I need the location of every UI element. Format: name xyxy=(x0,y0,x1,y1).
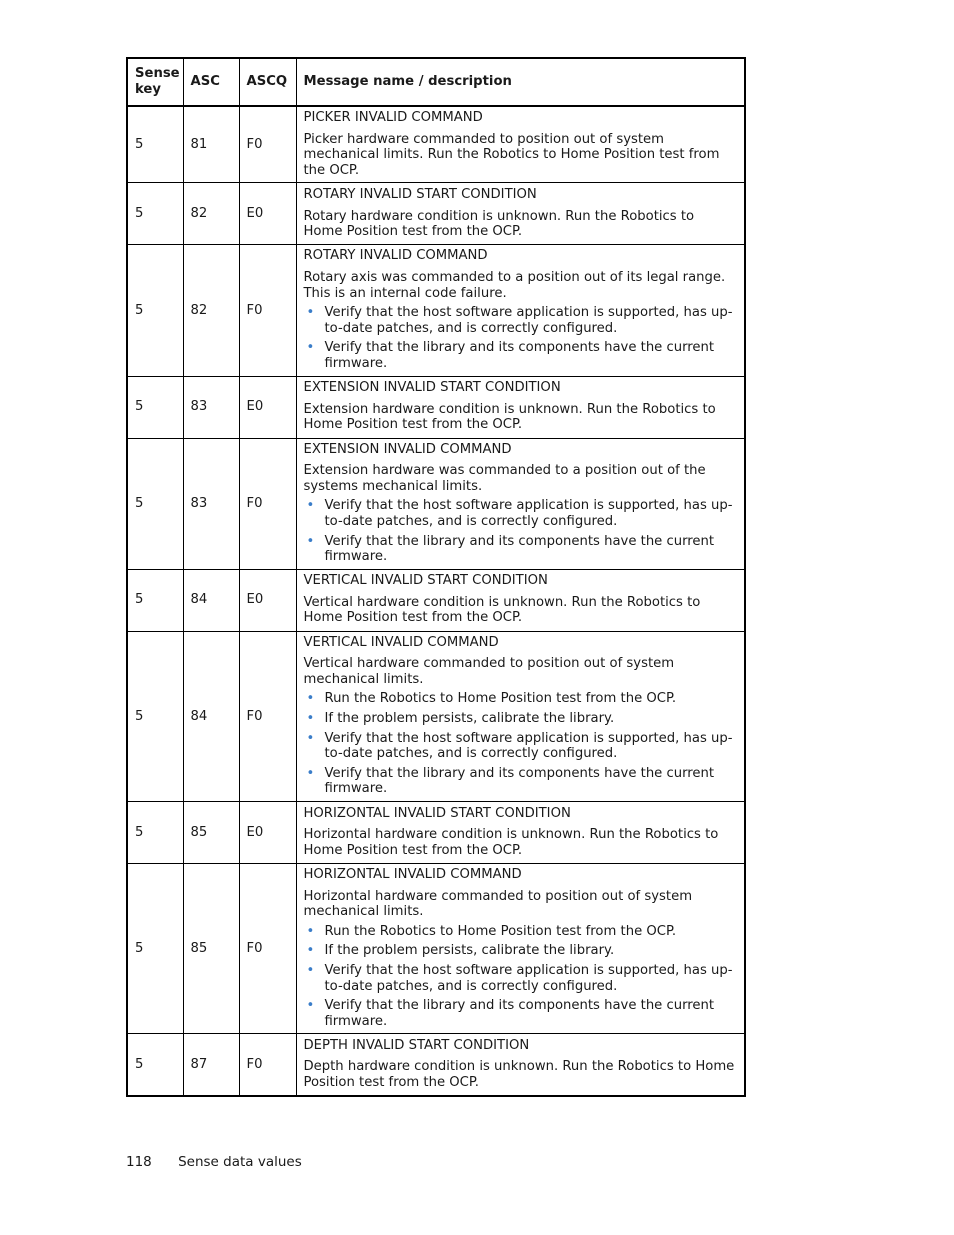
cell-sense-key: 5 xyxy=(127,376,183,438)
cell-description xyxy=(296,569,745,631)
message-description: Horizontal hardware commanded to position out of system mechanical limits. xyxy=(303,888,693,920)
cell-sense-key: 5 xyxy=(127,245,183,376)
cell-description xyxy=(296,183,745,245)
table-row xyxy=(127,631,745,801)
message-description: Horizontal hardware condition is unknown. Run the Robotics to Home Position test from the OCP. xyxy=(303,827,719,858)
message-description: Rotary hardware condition is unknown. Run the Robotics to Home Position test from the OCP. xyxy=(303,208,695,240)
table-body xyxy=(127,106,745,1096)
cell-asc: 82 xyxy=(183,183,239,245)
page-number: 118 xyxy=(126,1154,152,1170)
cell-ascq: F0 xyxy=(239,864,296,1034)
list-item-text: If the problem persists, calibrate the library. xyxy=(324,943,615,959)
table-row xyxy=(127,864,745,1034)
list-item xyxy=(304,998,738,1029)
list-item-text: Run the Robotics to Home Position test from the OCP. xyxy=(324,691,677,707)
cell-asc: 84 xyxy=(183,569,239,631)
sense-data-table xyxy=(126,57,746,1097)
page-footer xyxy=(126,1154,302,1170)
cell-ascq: F0 xyxy=(239,438,296,569)
action-list xyxy=(304,305,738,371)
message-description: Vertical hardware condition is unknown. Run the Robotics to Home Position test from the OCP. xyxy=(303,594,701,626)
message-title: HORIZONTAL INVALID START CONDITION xyxy=(303,805,571,821)
cell-description xyxy=(296,245,745,376)
cell-sense-key: 5 xyxy=(127,569,183,631)
list-item xyxy=(304,711,738,727)
cell-sense-key: 5 xyxy=(127,802,183,864)
list-item xyxy=(304,340,738,371)
action-list xyxy=(304,498,738,564)
cell-description xyxy=(296,376,745,438)
message-description: Vertical hardware commanded to position out of system mechanical limits. xyxy=(303,656,675,687)
list-item xyxy=(304,924,738,940)
list-item xyxy=(304,498,738,529)
header-message-description: Message name / description xyxy=(296,58,745,106)
table-row xyxy=(127,802,745,864)
action-list xyxy=(304,924,738,1030)
list-item-text: Verify that the library and its components have the current firmware. xyxy=(324,533,715,565)
cell-sense-key: 5 xyxy=(127,1034,183,1096)
cell-description xyxy=(296,631,745,801)
cell-sense-key: 5 xyxy=(127,183,183,245)
list-item xyxy=(304,943,738,959)
cell-description xyxy=(296,864,745,1034)
list-item-text: Verify that the library and its components have the current firmware. xyxy=(324,765,715,797)
cell-description xyxy=(296,106,745,183)
bullet-icon: • xyxy=(306,765,315,781)
table-row xyxy=(127,245,745,376)
cell-asc: 83 xyxy=(183,376,239,438)
message-title: ROTARY INVALID START CONDITION xyxy=(303,186,537,202)
bullet-icon: • xyxy=(306,963,315,978)
message-title: PICKER INVALID COMMAND xyxy=(303,110,483,125)
cell-asc: 83 xyxy=(183,438,239,569)
message-description: Extension hardware condition is unknown. Run the Robotics to Home Position test from the OCP. xyxy=(303,401,716,433)
cell-asc: 85 xyxy=(183,864,239,1034)
list-item-text: Run the Robotics to Home Position test from the OCP. xyxy=(324,923,677,939)
section-title: Sense data values xyxy=(178,1154,302,1170)
bullet-icon: • xyxy=(306,730,315,746)
message-description: Extension hardware was commanded to a position out of the systems mechanical limits. xyxy=(303,463,706,494)
cell-ascq: E0 xyxy=(239,376,296,438)
cell-sense-key: 5 xyxy=(127,631,183,801)
bullet-icon: • xyxy=(306,533,315,549)
message-description: Picker hardware commanded to position out of system mechanical limits. Run the Robotics to Home Position test from the OCP. xyxy=(303,131,720,178)
list-item xyxy=(304,534,738,565)
cell-asc: 84 xyxy=(183,631,239,801)
table-row xyxy=(127,106,745,183)
bullet-icon: • xyxy=(306,305,315,321)
list-item xyxy=(304,766,738,797)
cell-sense-key: 5 xyxy=(127,438,183,569)
message-title: EXTENSION INVALID COMMAND xyxy=(303,441,512,457)
list-item-text: If the problem persists, calibrate the library. xyxy=(324,711,615,727)
message-title: VERTICAL INVALID COMMAND xyxy=(303,634,499,650)
message-description: Depth hardware condition is unknown. Run the Robotics to Home Position test from the OCP. xyxy=(303,1059,735,1090)
list-item-text: Verify that the host software application is supported, has up-to-date patches, and is correctly configured. xyxy=(324,963,733,994)
cell-asc: 81 xyxy=(183,106,239,183)
cell-description xyxy=(296,438,745,569)
message-title: HORIZONTAL INVALID COMMAND xyxy=(303,867,522,883)
table-row xyxy=(127,1034,745,1096)
list-item xyxy=(304,963,738,994)
table-row xyxy=(127,438,745,569)
bullet-icon: • xyxy=(306,943,315,959)
cell-asc: 85 xyxy=(183,802,239,864)
cell-ascq: F0 xyxy=(239,631,296,801)
action-list xyxy=(304,691,738,797)
cell-ascq: F0 xyxy=(239,245,296,376)
message-title: ROTARY INVALID COMMAND xyxy=(303,248,488,264)
table-row xyxy=(127,569,745,631)
bullet-icon: • xyxy=(306,340,315,356)
header-asc: ASC xyxy=(183,58,239,106)
bullet-icon: • xyxy=(306,691,315,707)
cell-asc: 87 xyxy=(183,1034,239,1096)
cell-ascq: E0 xyxy=(239,569,296,631)
cell-description xyxy=(296,802,745,864)
message-title: DEPTH INVALID START CONDITION xyxy=(303,1037,530,1053)
header-row xyxy=(127,58,745,106)
cell-asc: 82 xyxy=(183,245,239,376)
list-item-text: Verify that the library and its components have the current firmware. xyxy=(324,340,715,371)
cell-ascq: F0 xyxy=(239,1034,296,1096)
message-title: EXTENSION INVALID START CONDITION xyxy=(303,380,561,396)
message-title: VERTICAL INVALID START CONDITION xyxy=(303,573,548,589)
table-row xyxy=(127,376,745,438)
list-item-text: Verify that the host software application is supported, has up-to-date patches, and is correctly configured. xyxy=(324,498,733,529)
bullet-icon: • xyxy=(306,923,315,939)
bullet-icon: • xyxy=(306,498,315,514)
bullet-icon: • xyxy=(306,998,315,1014)
cell-sense-key: 5 xyxy=(127,106,183,183)
list-item-text: Verify that the host software application is supported, has up-to-date patches, and is correctly configured. xyxy=(324,305,733,336)
list-item xyxy=(304,691,738,707)
cell-ascq: E0 xyxy=(239,802,296,864)
cell-description xyxy=(296,1034,745,1096)
cell-ascq: E0 xyxy=(239,183,296,245)
cell-sense-key: 5 xyxy=(127,864,183,1034)
bullet-icon: • xyxy=(306,711,315,727)
list-item-text: Verify that the host software application is supported, has up-to-date patches, and is correctly configured. xyxy=(324,730,733,762)
list-item-text: Verify that the library and its components have the current firmware. xyxy=(324,998,715,1029)
table-header xyxy=(127,58,745,106)
header-sense-key: Sense key xyxy=(127,58,183,106)
message-description: Rotary axis was commanded to a position out of its legal range. This is an internal code failure. xyxy=(303,269,726,301)
header-ascq: ASCQ xyxy=(239,58,296,106)
list-item xyxy=(304,731,738,762)
list-item xyxy=(304,305,738,336)
cell-ascq: F0 xyxy=(239,106,296,183)
table-row xyxy=(127,183,745,245)
